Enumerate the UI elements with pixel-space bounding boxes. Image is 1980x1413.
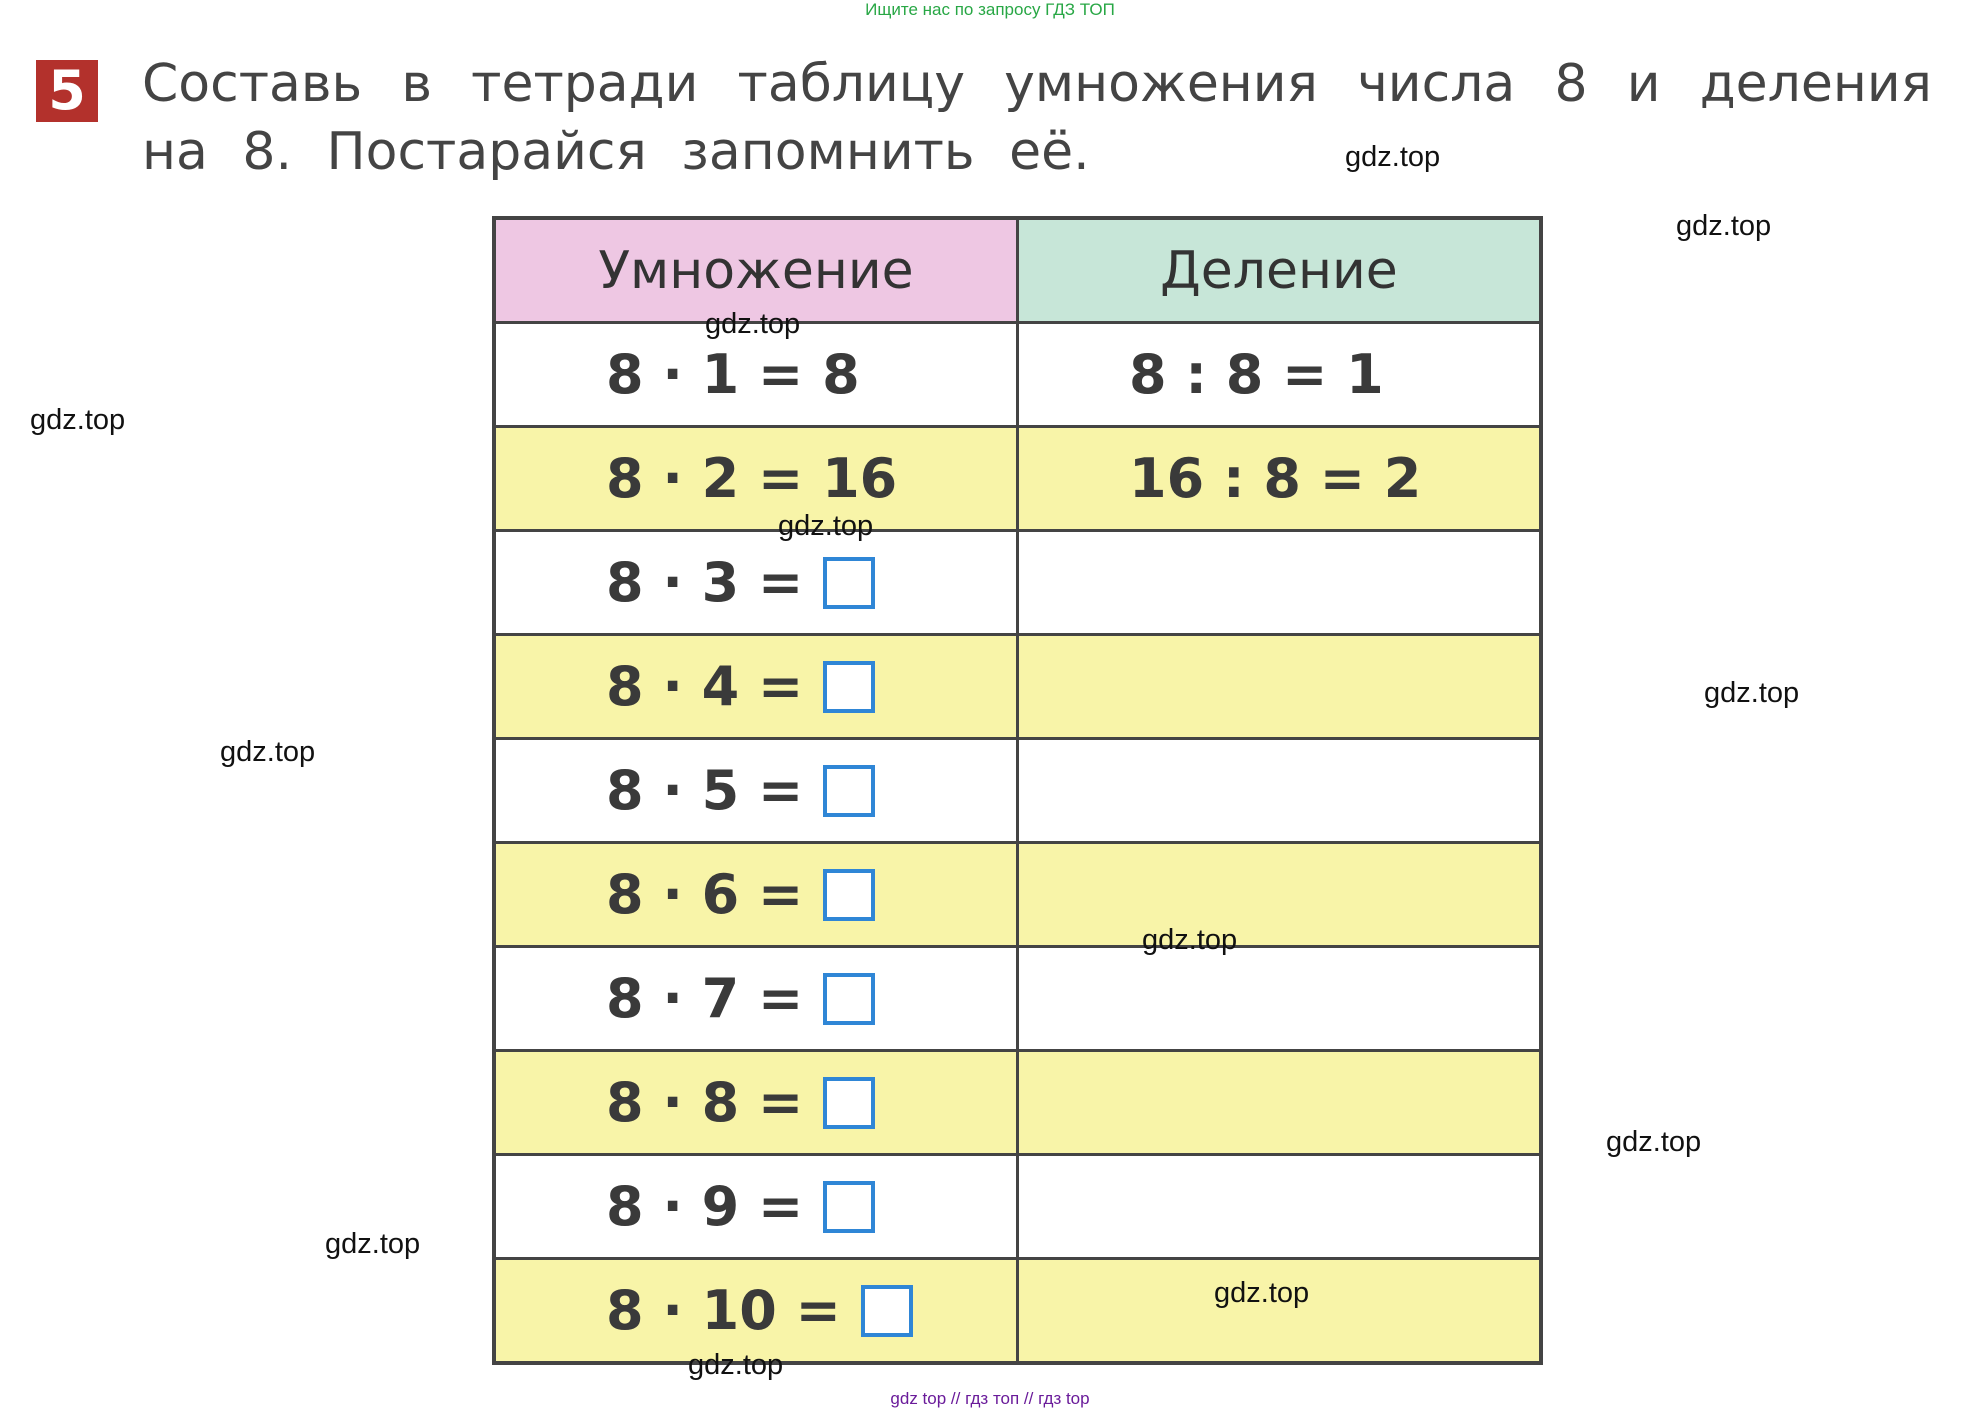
task-word: числа — [1357, 54, 1516, 114]
multiplication-cell — [494, 635, 1018, 739]
multiplication-expression: 8 · 3 = — [606, 551, 804, 614]
multiplication-expression-group — [606, 967, 875, 1030]
table-header-row — [494, 218, 1541, 323]
multiplication-expression-group — [606, 1175, 875, 1238]
division-cell — [1018, 843, 1542, 947]
task-number-badge: 5 — [36, 60, 98, 122]
task-word: и — [1626, 54, 1661, 114]
answer-box[interactable] — [823, 1077, 875, 1129]
multiplication-cell — [494, 531, 1018, 635]
table-row — [494, 739, 1541, 843]
table-row — [494, 323, 1541, 427]
table-row — [494, 1051, 1541, 1155]
watermark: gdz.top — [688, 1349, 784, 1381]
table-row — [494, 947, 1541, 1051]
header-division: Деление — [1018, 218, 1542, 323]
header-multiplication: Умножение — [494, 218, 1018, 323]
division-cell — [1018, 323, 1542, 427]
multiplication-expression-group — [606, 863, 875, 926]
top-banner: Ищите нас по запросу ГДЗ ТОП — [865, 0, 1115, 19]
table-row — [494, 427, 1541, 531]
multiplication-expression-group — [606, 343, 860, 406]
multiplication-expression-group — [606, 1279, 913, 1342]
answer-box[interactable] — [823, 869, 875, 921]
division-expression: 8 : 8 = 1 — [1129, 343, 1384, 406]
multiplication-expression: 8 · 1 = 8 — [606, 343, 860, 406]
multiplication-cell — [494, 427, 1018, 531]
answer-box[interactable] — [823, 661, 875, 713]
table-row — [494, 531, 1541, 635]
task-text-line-2: на 8. Постарайся запомнить её. — [142, 122, 1090, 182]
division-cell — [1018, 739, 1542, 843]
watermark: gdz.top — [325, 1228, 421, 1260]
watermark: gdz.top — [778, 510, 874, 542]
task-word: Составь — [142, 54, 363, 114]
multiplication-expression: 8 · 6 = — [606, 863, 804, 926]
table-row — [494, 843, 1541, 947]
multiplication-expression: 8 · 5 = — [606, 759, 804, 822]
division-cell — [1018, 1051, 1542, 1155]
multiplication-cell — [494, 739, 1018, 843]
watermark: gdz.top — [705, 308, 801, 340]
multiplication-expression: 8 · 9 = — [606, 1175, 804, 1238]
multiplication-expression-group — [606, 447, 897, 510]
answer-box[interactable] — [823, 557, 875, 609]
watermark: gdz.top — [1704, 677, 1800, 709]
watermark: gdz.top — [220, 736, 316, 768]
division-expression: 16 : 8 = 2 — [1129, 447, 1422, 510]
task-word: таблицу — [737, 54, 965, 114]
table-row — [494, 1259, 1541, 1364]
watermark: gdz.top — [1214, 1277, 1310, 1309]
multiplication-cell — [494, 1155, 1018, 1259]
multiplication-expression-group — [606, 1071, 875, 1134]
watermark: gdz.top — [1345, 141, 1441, 173]
multiplication-expression-group — [606, 655, 875, 718]
answer-box[interactable] — [823, 765, 875, 817]
multiplication-expression: 8 · 8 = — [606, 1071, 804, 1134]
answer-box[interactable] — [823, 973, 875, 1025]
watermark: gdz.top — [30, 404, 126, 436]
division-cell — [1018, 947, 1542, 1051]
division-cell — [1018, 427, 1542, 531]
multiplication-expression-group — [606, 759, 875, 822]
division-cell — [1018, 635, 1542, 739]
table-row — [494, 1155, 1541, 1259]
division-cell — [1018, 1155, 1542, 1259]
task-word: деления — [1699, 54, 1932, 114]
task-text-line-1 — [142, 50, 1932, 118]
task-text — [142, 50, 1932, 186]
multiplication-cell — [494, 1259, 1018, 1364]
watermark: gdz.top — [1606, 1126, 1702, 1158]
multiplication-expression: 8 · 4 = — [606, 655, 804, 718]
multiplication-expression: 8 · 2 = 16 — [606, 447, 898, 510]
task-word: в — [401, 54, 432, 114]
watermark: gdz.top — [1676, 210, 1772, 242]
answer-box[interactable] — [823, 1181, 875, 1233]
table-row — [494, 635, 1541, 739]
task-word: 8 — [1554, 54, 1588, 114]
multiplication-cell — [494, 843, 1018, 947]
footer-text: gdz top // гдз топ // гдз top — [890, 1389, 1090, 1408]
watermark: gdz.top — [1142, 924, 1238, 956]
multiplication-expression: 8 · 10 = — [606, 1279, 841, 1342]
answer-box[interactable] — [861, 1285, 913, 1337]
multiplication-expression: 8 · 7 = — [606, 967, 804, 1030]
table-body — [494, 323, 1541, 1364]
multiplication-cell — [494, 947, 1018, 1051]
division-cell — [1018, 1259, 1542, 1364]
task-word: умножения — [1004, 54, 1318, 114]
division-cell — [1018, 531, 1542, 635]
task-word: тетради — [471, 54, 699, 114]
multiplication-cell — [494, 1051, 1018, 1155]
multiplication-expression-group — [606, 551, 875, 614]
multiplication-division-table — [492, 216, 1543, 1365]
